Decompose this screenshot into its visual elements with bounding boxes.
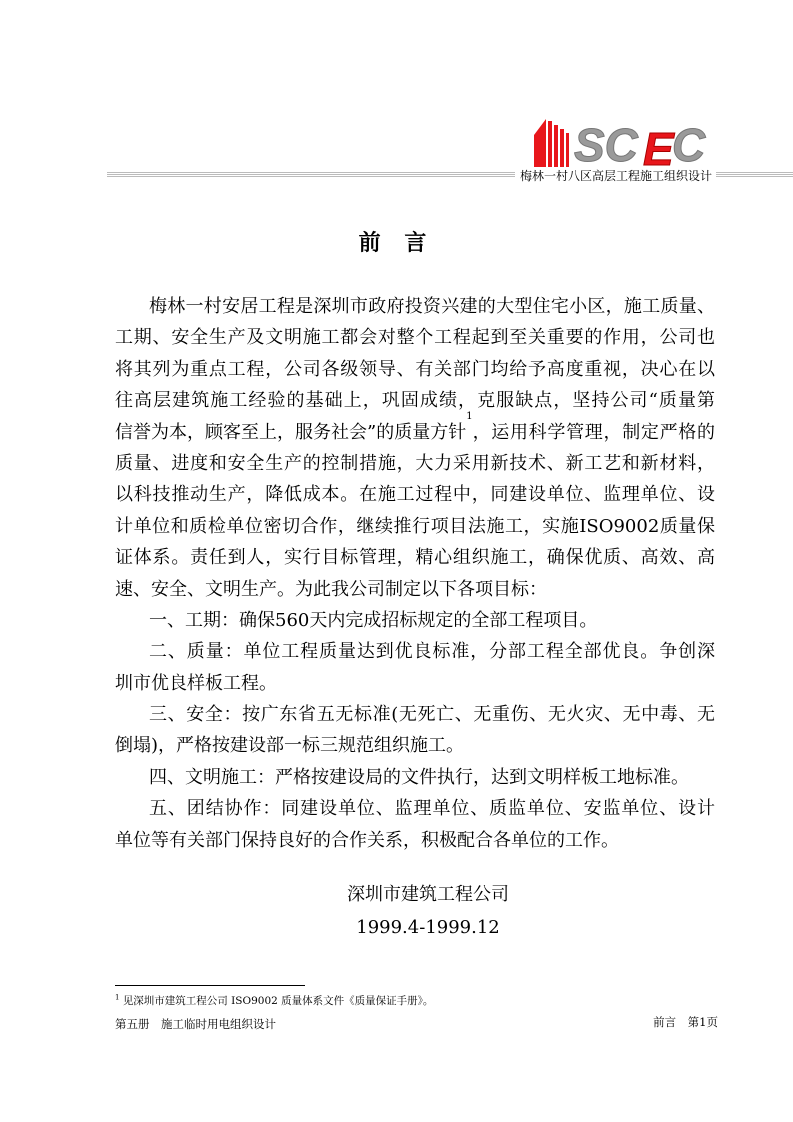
company-name: 深圳市建筑工程公司 [347, 884, 509, 905]
svg-text:E: E [643, 123, 674, 171]
text-line: 往高层建筑施工经验的基础上，巩固成绩，克服缺点，坚持公司“质量第 [115, 390, 715, 412]
text-fragment: ，运用科学管理，制定严格的 [472, 421, 715, 443]
footnote-mark: 1 [115, 993, 120, 1002]
footnote-separator [115, 985, 305, 986]
footnote [115, 993, 433, 1008]
svg-text:C: C [672, 119, 706, 171]
footnote-ref[interactable]: 1 [466, 410, 473, 422]
text-line: 一、工期：确保560天内完成招标规定的全部工程项目。 [149, 609, 598, 631]
text-line: 以科技推动生产，降低成本。在施工过程中，同建设单位、监理单位、设 [115, 484, 715, 506]
text-line: 速、安全、文明生产。为此我公司制定以下各项目标： [115, 578, 547, 600]
text-line: 二、质量：单位工程质量达到优良标准，分部工程全部优良。争创深 [149, 641, 715, 663]
text-line: 圳市优良样板工程。 [115, 672, 277, 694]
header-rule-right [716, 172, 793, 178]
text-line: 单位等有关部门保持良好的合作关系，积极配合各单位的工作。 [115, 829, 619, 851]
document-body [115, 291, 715, 856]
svg-text:SC: SC [574, 119, 638, 171]
project-title: 梅林一村八区高层工程施工组织设计 [520, 169, 713, 183]
footer-volume: 第五册 施工临时用电组织设计 [115, 1017, 276, 1031]
text-line: 倒塌)，严格按建设部一标三规范组织施工。 [115, 735, 465, 757]
scec-logo [530, 115, 720, 171]
text-line: 三、安全：按广东省五无标准(无死亡、无重伤、无火灾、无中毒、无 [149, 704, 715, 726]
text-line: 梅林一村安居工程是深圳市政府投资兴建的大型住宅小区，施工质量、 [149, 296, 715, 317]
text-line: 质量、进度和安全生产的控制措施，大力采用新技术、新工艺和新材料， [115, 452, 715, 474]
date-range: 1999.4-1999.12 [356, 917, 500, 938]
footnote-text: 见深圳市建筑工程公司 ISO9002 质量体系文件《质量保证手册》。 [122, 995, 434, 1007]
text-line: 将其列为重点工程，公司各级领导、有关部门均给予高度重视，决心在以 [115, 358, 715, 380]
text-line: 工期、安全生产及文明施工都会对整个工程起到至关重要的作用，公司也 [115, 327, 715, 349]
text-line [115, 410, 715, 448]
text-line: 四、文明施工：严格按建设局的文件执行，达到文明样板工地标准。 [149, 766, 689, 788]
text-line: 五、团结协作：同建设单位、监理单位、质监单位、安监单位、设计 [149, 798, 715, 820]
text-fragment: 信誉为本，顾客至上，服务社会”的质量方针 [115, 421, 467, 443]
text-line: 证体系。责任到人，实行目标管理，精心组织施工，确保优质、高效、高 [115, 547, 715, 569]
text-line: 计单位和质检单位密切合作，继续推行项目法施工，实施ISO9002质量保 [115, 515, 715, 537]
signature-block [0, 878, 793, 944]
footer-page-number: 前言 第1页 [653, 1015, 718, 1029]
header-rule-left [107, 172, 515, 178]
page-title: 前 言 [358, 230, 435, 256]
